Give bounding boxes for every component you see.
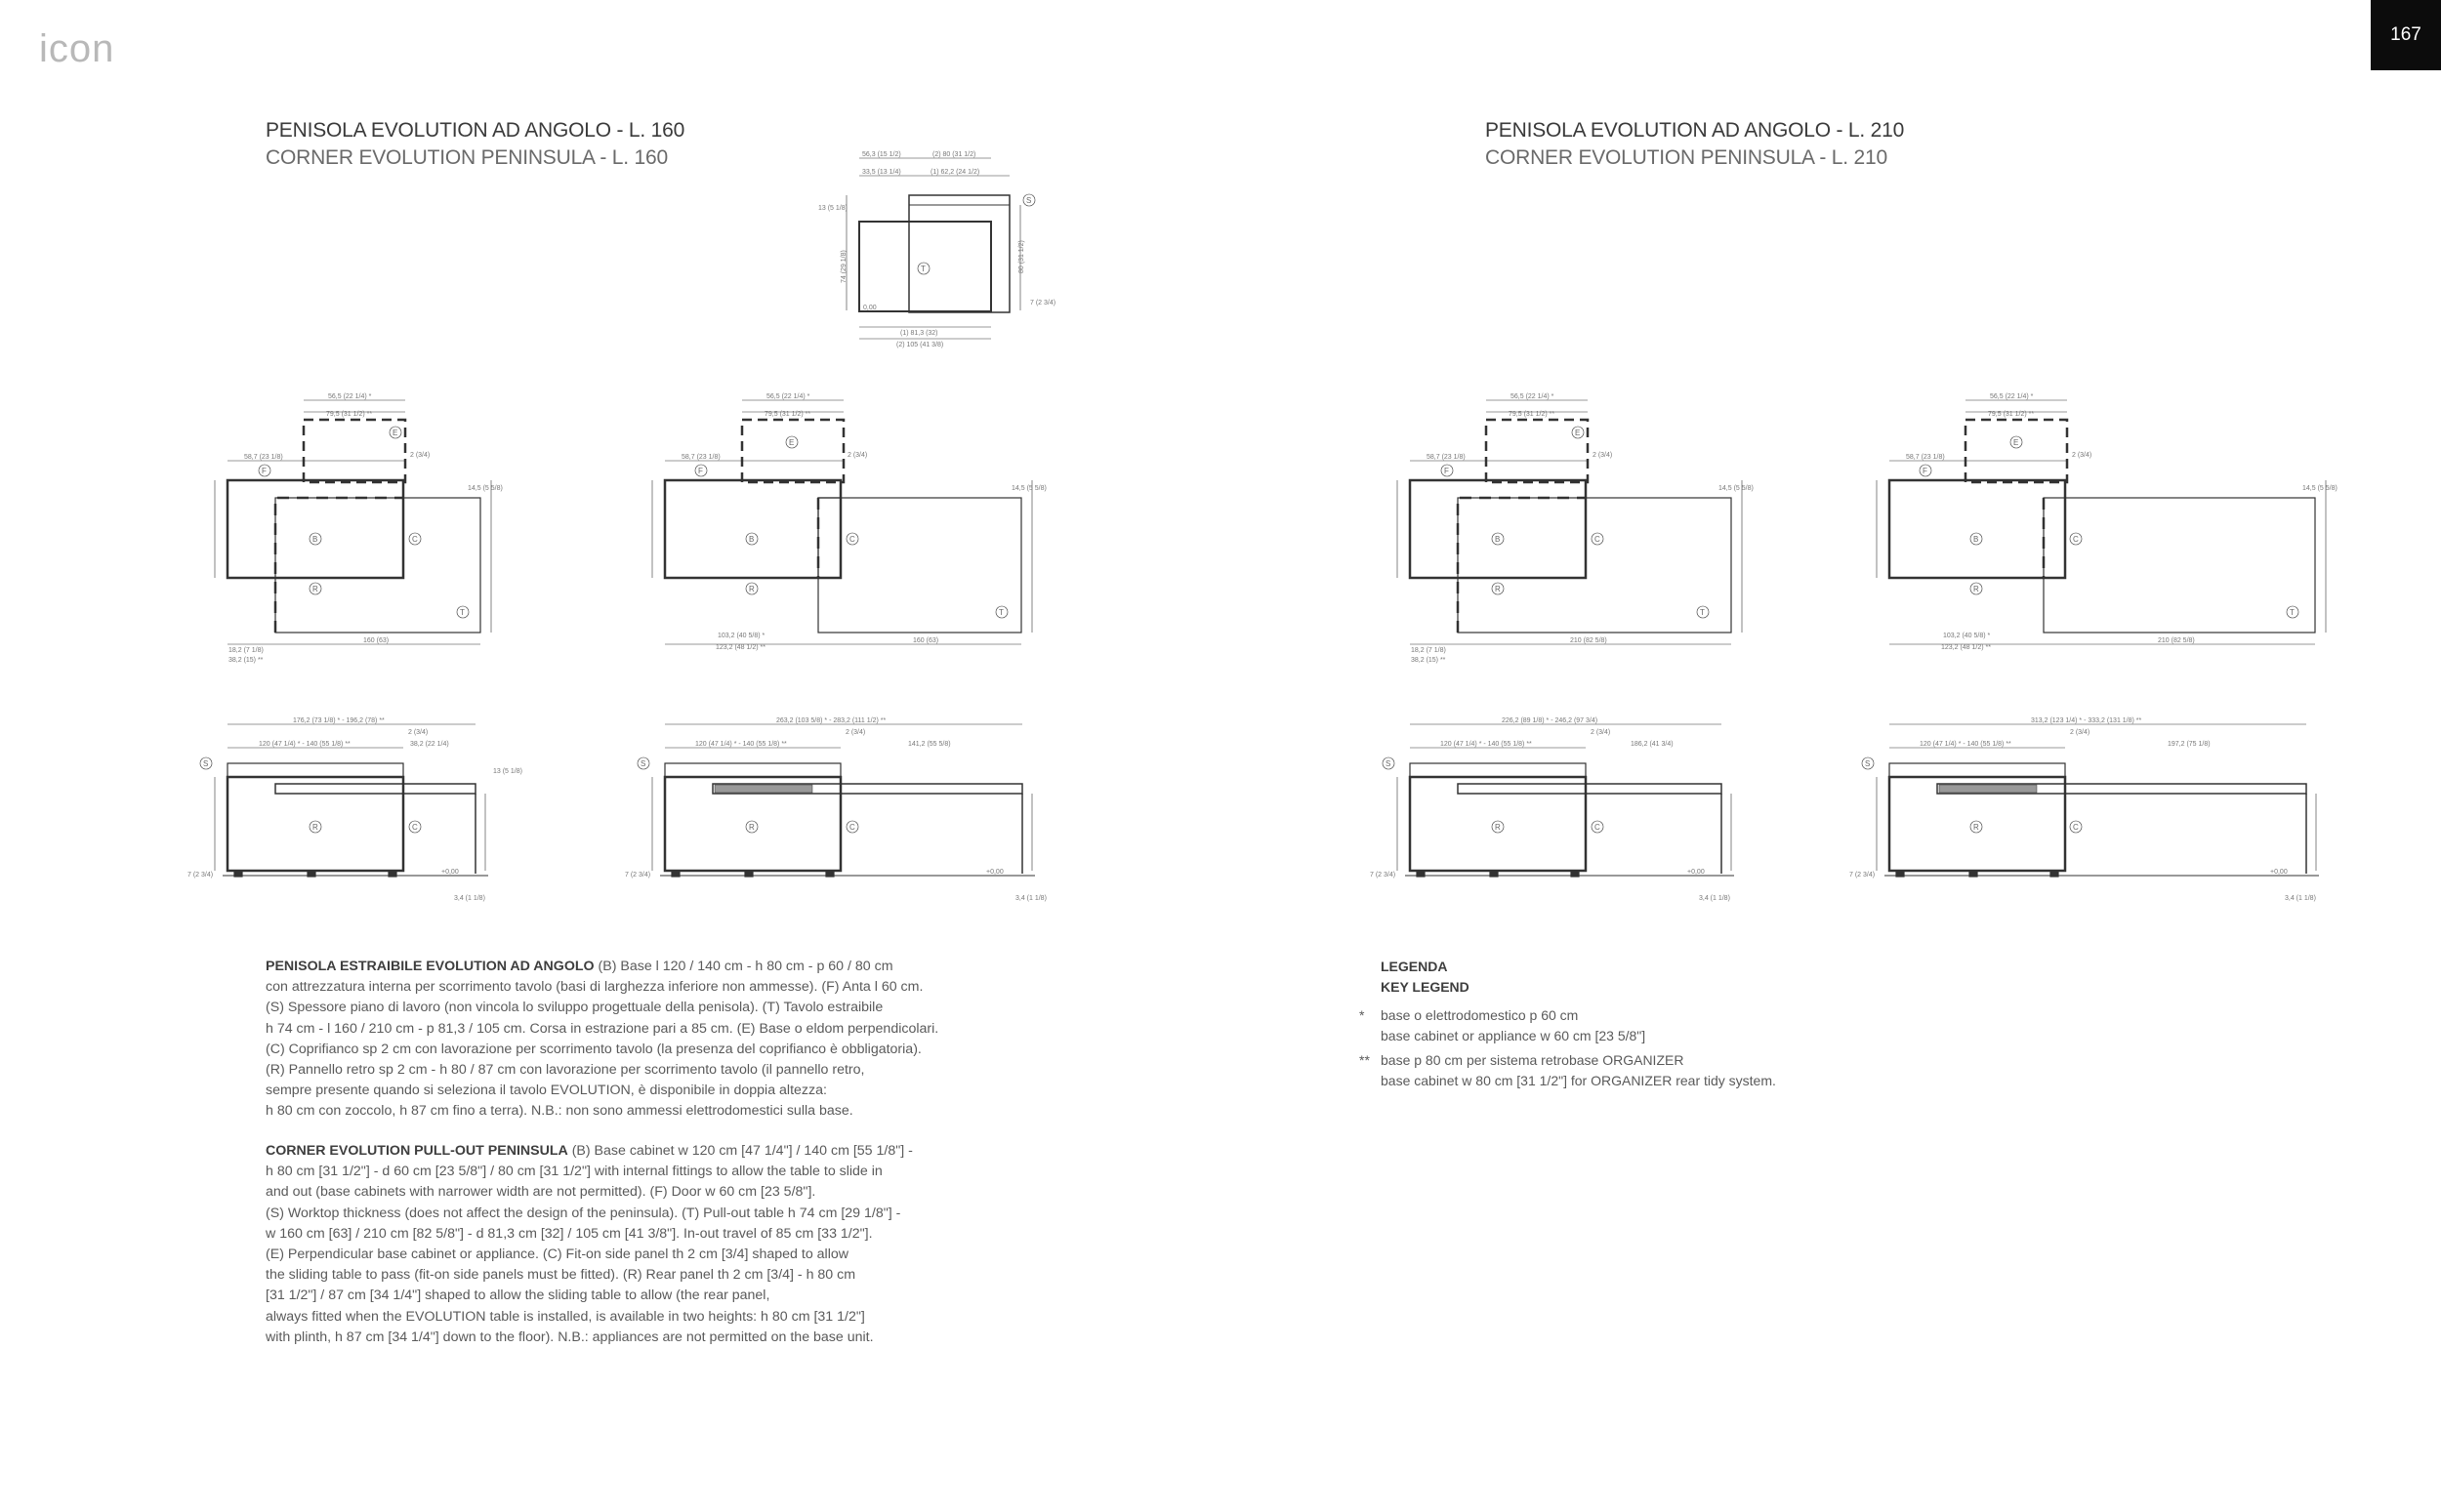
- svg-text:C: C: [412, 535, 418, 544]
- desc-en-lead: CORNER EVOLUTION PULL-OUT PENINSULA: [266, 1143, 568, 1159]
- svg-text:58,7 (23 1/8): 58,7 (23 1/8): [1427, 454, 1466, 461]
- svg-text:B: B: [1495, 535, 1501, 544]
- svg-text:F: F: [262, 467, 267, 475]
- svg-text:58,7 (23 1/8): 58,7 (23 1/8): [682, 454, 721, 461]
- svg-text:S: S: [1386, 759, 1391, 768]
- svg-text:263,2 (103 5/8) * - 283,2 (111: 263,2 (103 5/8) * - 283,2 (111 1/2) **: [776, 717, 887, 724]
- svg-text:E: E: [393, 429, 398, 437]
- svg-text:79,5 (31 1/2) **: 79,5 (31 1/2) **: [326, 411, 373, 418]
- svg-text:160 (63): 160 (63): [913, 637, 939, 644]
- title-en: CORNER EVOLUTION PENINSULA - L. 160: [266, 146, 668, 169]
- svg-text:2 (3/4): 2 (3/4): [408, 729, 429, 736]
- plan-view-2: [652, 400, 1032, 644]
- svg-text:R: R: [312, 585, 318, 593]
- svg-text:+0,00: +0,00: [986, 869, 1004, 876]
- svg-text:F: F: [698, 467, 703, 475]
- svg-text:R: R: [749, 823, 755, 832]
- svg-text:176,2 (73 1/8) * - 196,2 (78): 176,2 (73 1/8) * - 196,2 (78) **: [293, 717, 385, 724]
- legend-item: [1359, 1050, 2043, 1091]
- svg-text:3,4 (1 1/8): 3,4 (1 1/8): [454, 895, 485, 902]
- svg-text:C: C: [412, 823, 418, 832]
- desc-en-line: with plinth, h 87 cm [34 1/4"] down to the floor). N.B.: appliances are not permitted on the base unit.: [266, 1328, 874, 1345]
- svg-text:2 (3/4): 2 (3/4): [848, 452, 868, 459]
- legend-text-en: base cabinet w 80 cm [31 1/2"] for ORGANIZER rear tidy system.: [1381, 1073, 1776, 1088]
- dim-label: (1) 81,3 (32): [900, 330, 938, 337]
- plan-view-4: [1877, 400, 2326, 644]
- desc-en-line: and out (base cabinets with narrower width are not permitted). (F) Door w 60 cm [23 5/8"].: [266, 1184, 816, 1201]
- svg-text:C: C: [2073, 823, 2079, 832]
- dim-label: (2) 105 (41 3/8): [896, 342, 944, 348]
- svg-text:7 (2 3/4): 7 (2 3/4): [187, 872, 214, 879]
- svg-text:2 (3/4): 2 (3/4): [1591, 729, 1611, 736]
- svg-text:S: S: [203, 759, 209, 768]
- svg-text:3,4 (1 1/8): 3,4 (1 1/8): [1699, 895, 1730, 902]
- label-t: T: [921, 265, 926, 273]
- svg-text:2 (3/4): 2 (3/4): [846, 729, 866, 736]
- title-it: PENISOLA EVOLUTION AD ANGOLO - L. 210: [1485, 119, 1905, 142]
- svg-text:38,2 (15) **: 38,2 (15) **: [1411, 657, 1446, 664]
- svg-text:F: F: [1444, 467, 1449, 475]
- svg-text:210 (82 5/8): 210 (82 5/8): [2158, 637, 2195, 644]
- elevation-dimensions: [187, 717, 2316, 902]
- description-italian: [266, 957, 1066, 1123]
- svg-text:S: S: [1865, 759, 1871, 768]
- svg-text:120 (47 1/4) * - 140 (55 1/8): 120 (47 1/4) * - 140 (55 1/8) **: [1920, 741, 2011, 748]
- svg-text:14,5 (5 5/8): 14,5 (5 5/8): [1718, 485, 1754, 492]
- desc-en-line: [31 1/2"] / 87 cm [34 1/4"] shaped to allow the sliding table to allow (the rear panel,: [266, 1287, 770, 1304]
- desc-en-line: h 80 cm [31 1/2"] - d 60 cm [23 5/8"] / 80 cm [31 1/2"] with internal fittings to allow the table to slide in: [266, 1164, 883, 1180]
- desc-en-line: the sliding table to pass (fit-on side panels must be fitted). (R) Rear panel th 2 cm [3/4] - h 80 cm: [266, 1267, 856, 1284]
- desc-it-line: h 80 cm con zoccolo, h 87 cm fino a terra). N.B.: non sono ammessi elettrodomestici sulla base.: [266, 1103, 853, 1120]
- elevation-letters: [203, 759, 2079, 832]
- dim-label: (1) 62,2 (24 1/2): [931, 169, 980, 176]
- svg-text:186,2 (41 3/4): 186,2 (41 3/4): [1631, 741, 1674, 748]
- svg-text:R: R: [312, 823, 318, 832]
- svg-text:79,5 (31 1/2) **: 79,5 (31 1/2) **: [1988, 411, 2035, 418]
- svg-text:123,2 (48 1/2) **: 123,2 (48 1/2) **: [716, 644, 765, 651]
- svg-text:S: S: [641, 759, 646, 768]
- svg-text:R: R: [749, 585, 755, 593]
- svg-text:38,2 (15) **: 38,2 (15) **: [228, 657, 264, 664]
- desc-en-line: (E) Perpendicular base cabinet or appliance. (C) Fit-on side panel th 2 cm [3/4] shaped to allow: [266, 1246, 848, 1263]
- svg-text:14,5 (5 5/8): 14,5 (5 5/8): [1012, 485, 1047, 492]
- dim-label: 80 (31 1/2): [1018, 240, 1025, 273]
- svg-text:13 (5 1/8): 13 (5 1/8): [493, 768, 522, 775]
- title-en: CORNER EVOLUTION PENINSULA - L. 210: [1485, 146, 1887, 169]
- dim-label: 33,5 (13 1/4): [862, 169, 901, 176]
- svg-text:79,5 (31 1/2) **: 79,5 (31 1/2) **: [1509, 411, 1555, 418]
- svg-text:E: E: [789, 438, 795, 447]
- svg-text:C: C: [849, 535, 855, 544]
- desc-en-line: w 160 cm [63] / 210 cm [82 5/8"] - d 81,3 cm [32] / 105 cm [41 3/8"]. In-out travel of 85 cm [33 1/2"].: [266, 1225, 873, 1242]
- dim-label: (2) 80 (31 1/2): [932, 151, 976, 158]
- svg-text:56,5 (22 1/4) *: 56,5 (22 1/4) *: [1990, 393, 2034, 400]
- top-plan-diagram: [847, 158, 1035, 339]
- legend-title-en: KEY LEGEND: [1381, 979, 1469, 995]
- svg-text:E: E: [1575, 429, 1581, 437]
- svg-text:7 (2 3/4): 7 (2 3/4): [625, 872, 651, 879]
- svg-text:C: C: [849, 823, 855, 832]
- svg-text:F: F: [1923, 467, 1927, 475]
- svg-text:141,2 (55 5/8): 141,2 (55 5/8): [908, 741, 951, 748]
- label-s: S: [1026, 196, 1032, 205]
- desc-it-line-0: PENISOLA ESTRAIBILE EVOLUTION AD ANGOLO (B) Base l 120 / 140 cm - h 80 cm - p 60 / 80 cm: [266, 959, 893, 974]
- dim-label: 56,3 (15 1/2): [862, 151, 901, 158]
- desc-en-line: (S) Worktop thickness (does not affect the design of the peninsula). (T) Pull-out table h 74 cm [29 1/8"] -: [266, 1205, 901, 1221]
- svg-text:56,5 (22 1/4) *: 56,5 (22 1/4) *: [766, 393, 810, 400]
- svg-text:T: T: [460, 608, 465, 617]
- svg-text:+0,00: +0,00: [441, 869, 459, 876]
- dim-label: 13 (5 1/8): [818, 205, 848, 212]
- legend-title-it: LEGENDA: [1381, 959, 1448, 974]
- svg-text:3,4 (1 1/8): 3,4 (1 1/8): [1015, 895, 1047, 902]
- svg-text:120 (47 1/4) * - 140 (55 1/8): 120 (47 1/4) * - 140 (55 1/8) **: [259, 741, 351, 748]
- plan-view-3: [1397, 400, 1742, 644]
- svg-text:197,2 (75 1/8): 197,2 (75 1/8): [2168, 741, 2211, 748]
- svg-text:14,5 (5 5/8): 14,5 (5 5/8): [2302, 485, 2338, 492]
- svg-text:120 (47 1/4) * - 140 (55 1/8): 120 (47 1/4) * - 140 (55 1/8) **: [695, 741, 787, 748]
- svg-text:79,5 (31 1/2) **: 79,5 (31 1/2) **: [765, 411, 811, 418]
- svg-text:B: B: [312, 535, 318, 544]
- svg-text:103,2 (40 5/8) *: 103,2 (40 5/8) *: [718, 633, 765, 639]
- desc-it-line: con attrezzatura interna per scorrimento tavolo (basi di larghezza inferiore non ammesse). (F) Anta l 60 cm.: [266, 979, 924, 996]
- legend-mark: *: [1359, 1007, 1365, 1023]
- legend-text-it: base p 80 cm per sistema retrobase ORGANIZER: [1381, 1052, 1684, 1068]
- svg-text:2 (3/4): 2 (3/4): [2070, 729, 2090, 736]
- svg-text:58,7 (23 1/8): 58,7 (23 1/8): [244, 454, 283, 461]
- svg-text:T: T: [2290, 608, 2295, 617]
- svg-text:E: E: [2013, 438, 2019, 447]
- svg-text:2 (3/4): 2 (3/4): [410, 452, 431, 459]
- svg-text:38,2 (22 1/4): 38,2 (22 1/4): [410, 741, 449, 748]
- svg-text:R: R: [1973, 585, 1979, 593]
- svg-text:160 (63): 160 (63): [363, 637, 390, 644]
- desc-en-line: always fitted when the EVOLUTION table is installed, is available in two heights: h 80 cm [31 1/2"]: [266, 1308, 865, 1325]
- svg-text:+0,00: +0,00: [2270, 869, 2288, 876]
- svg-text:B: B: [749, 535, 755, 544]
- svg-text:C: C: [1594, 823, 1600, 832]
- svg-text:R: R: [1973, 823, 1979, 832]
- svg-text:+0,00: +0,00: [1687, 869, 1705, 876]
- brand-logo: icon: [39, 27, 115, 70]
- svg-text:T: T: [999, 608, 1004, 617]
- svg-text:56,5 (22 1/4) *: 56,5 (22 1/4) *: [328, 393, 372, 400]
- svg-text:2 (3/4): 2 (3/4): [1593, 452, 1613, 459]
- dim-label: 74 (29 1/8): [841, 250, 848, 283]
- svg-text:103,2 (40 5/8) *: 103,2 (40 5/8) *: [1943, 633, 1991, 639]
- svg-text:7 (2 3/4): 7 (2 3/4): [1370, 872, 1396, 879]
- elevation-3: [1383, 724, 1734, 877]
- svg-text:C: C: [2073, 535, 2079, 544]
- svg-text:R: R: [1495, 585, 1501, 593]
- svg-text:56,5 (22 1/4) *: 56,5 (22 1/4) *: [1510, 393, 1554, 400]
- svg-text:18,2 (7 1/8): 18,2 (7 1/8): [228, 647, 264, 654]
- svg-text:T: T: [1700, 608, 1705, 617]
- desc-en-line-0: CORNER EVOLUTION PULL-OUT PENINSULA (B) Base cabinet w 120 cm [47 1/4"] / 140 cm [55 1/8"] -: [266, 1143, 913, 1159]
- svg-text:3,4 (1 1/8): 3,4 (1 1/8): [2285, 895, 2316, 902]
- legend-text-it: base o elettrodomestico p 60 cm: [1381, 1007, 1579, 1023]
- desc-it-lead: PENISOLA ESTRAIBILE EVOLUTION AD ANGOLO: [266, 959, 595, 974]
- desc-it-line: (C) Coprifianco sp 2 cm con lavorazione per scorrimento tavolo (la presenza del coprifianco è obbligatoria).: [266, 1041, 922, 1057]
- svg-text:C: C: [1594, 535, 1600, 544]
- svg-text:R: R: [1495, 823, 1501, 832]
- legend-item: [1359, 1005, 2043, 1046]
- dim-label: 0,00: [863, 305, 877, 311]
- dim-label: 7 (2 3/4): [1030, 300, 1056, 306]
- svg-text:120 (47 1/4) * - 140 (55 1/8): 120 (47 1/4) * - 140 (55 1/8) **: [1440, 741, 1532, 748]
- svg-text:B: B: [1973, 535, 1979, 544]
- page-number: 167: [2371, 0, 2441, 70]
- plan-dimensions: [228, 393, 2338, 664]
- svg-text:18,2 (7 1/8): 18,2 (7 1/8): [1411, 647, 1446, 654]
- svg-text:2 (3/4): 2 (3/4): [2072, 452, 2092, 459]
- title-it: PENISOLA EVOLUTION AD ANGOLO - L. 160: [266, 119, 685, 142]
- svg-text:226,2 (89 1/8) * - 246,2 (97 3: 226,2 (89 1/8) * - 246,2 (97 3/4): [1502, 717, 1598, 724]
- svg-text:313,2 (123 1/4) * - 333,2 (131: 313,2 (123 1/4) * - 333,2 (131 1/8) **: [2031, 717, 2142, 724]
- svg-text:123,2 (48 1/2) **: 123,2 (48 1/2) **: [1941, 644, 1991, 651]
- svg-text:7 (2 3/4): 7 (2 3/4): [1849, 872, 1876, 879]
- desc-it-line: h 74 cm - l 160 / 210 cm - p 81,3 / 105 cm. Corsa in estrazione pari a 85 cm. (E) Base o eldom perpendicolari.: [266, 1020, 939, 1037]
- desc-it-line: (R) Pannello retro sp 2 cm - h 80 / 87 cm con lavorazione per scorrimento tavolo (il pannello retro,: [266, 1062, 865, 1079]
- legend-mark: **: [1359, 1052, 1370, 1068]
- plan-view-1: [215, 400, 491, 644]
- svg-text:14,5 (5 5/8): 14,5 (5 5/8): [468, 485, 503, 492]
- legend: [1359, 957, 2043, 1091]
- plan-letters: [262, 429, 2295, 617]
- svg-text:210 (82 5/8): 210 (82 5/8): [1570, 637, 1607, 644]
- desc-it-line: (S) Spessore piano di lavoro (non vincola lo sviluppo progettuale della penisola). (T) Tavolo estraibile: [266, 1000, 884, 1016]
- description-english: [266, 1141, 1066, 1348]
- legend-text-en: base cabinet or appliance w 60 cm [23 5/8"]: [1381, 1028, 1646, 1043]
- svg-text:58,7 (23 1/8): 58,7 (23 1/8): [1906, 454, 1945, 461]
- desc-it-line: sempre presente quando si seleziona il tavolo EVOLUTION, è disponibile in doppia altezza:: [266, 1083, 827, 1099]
